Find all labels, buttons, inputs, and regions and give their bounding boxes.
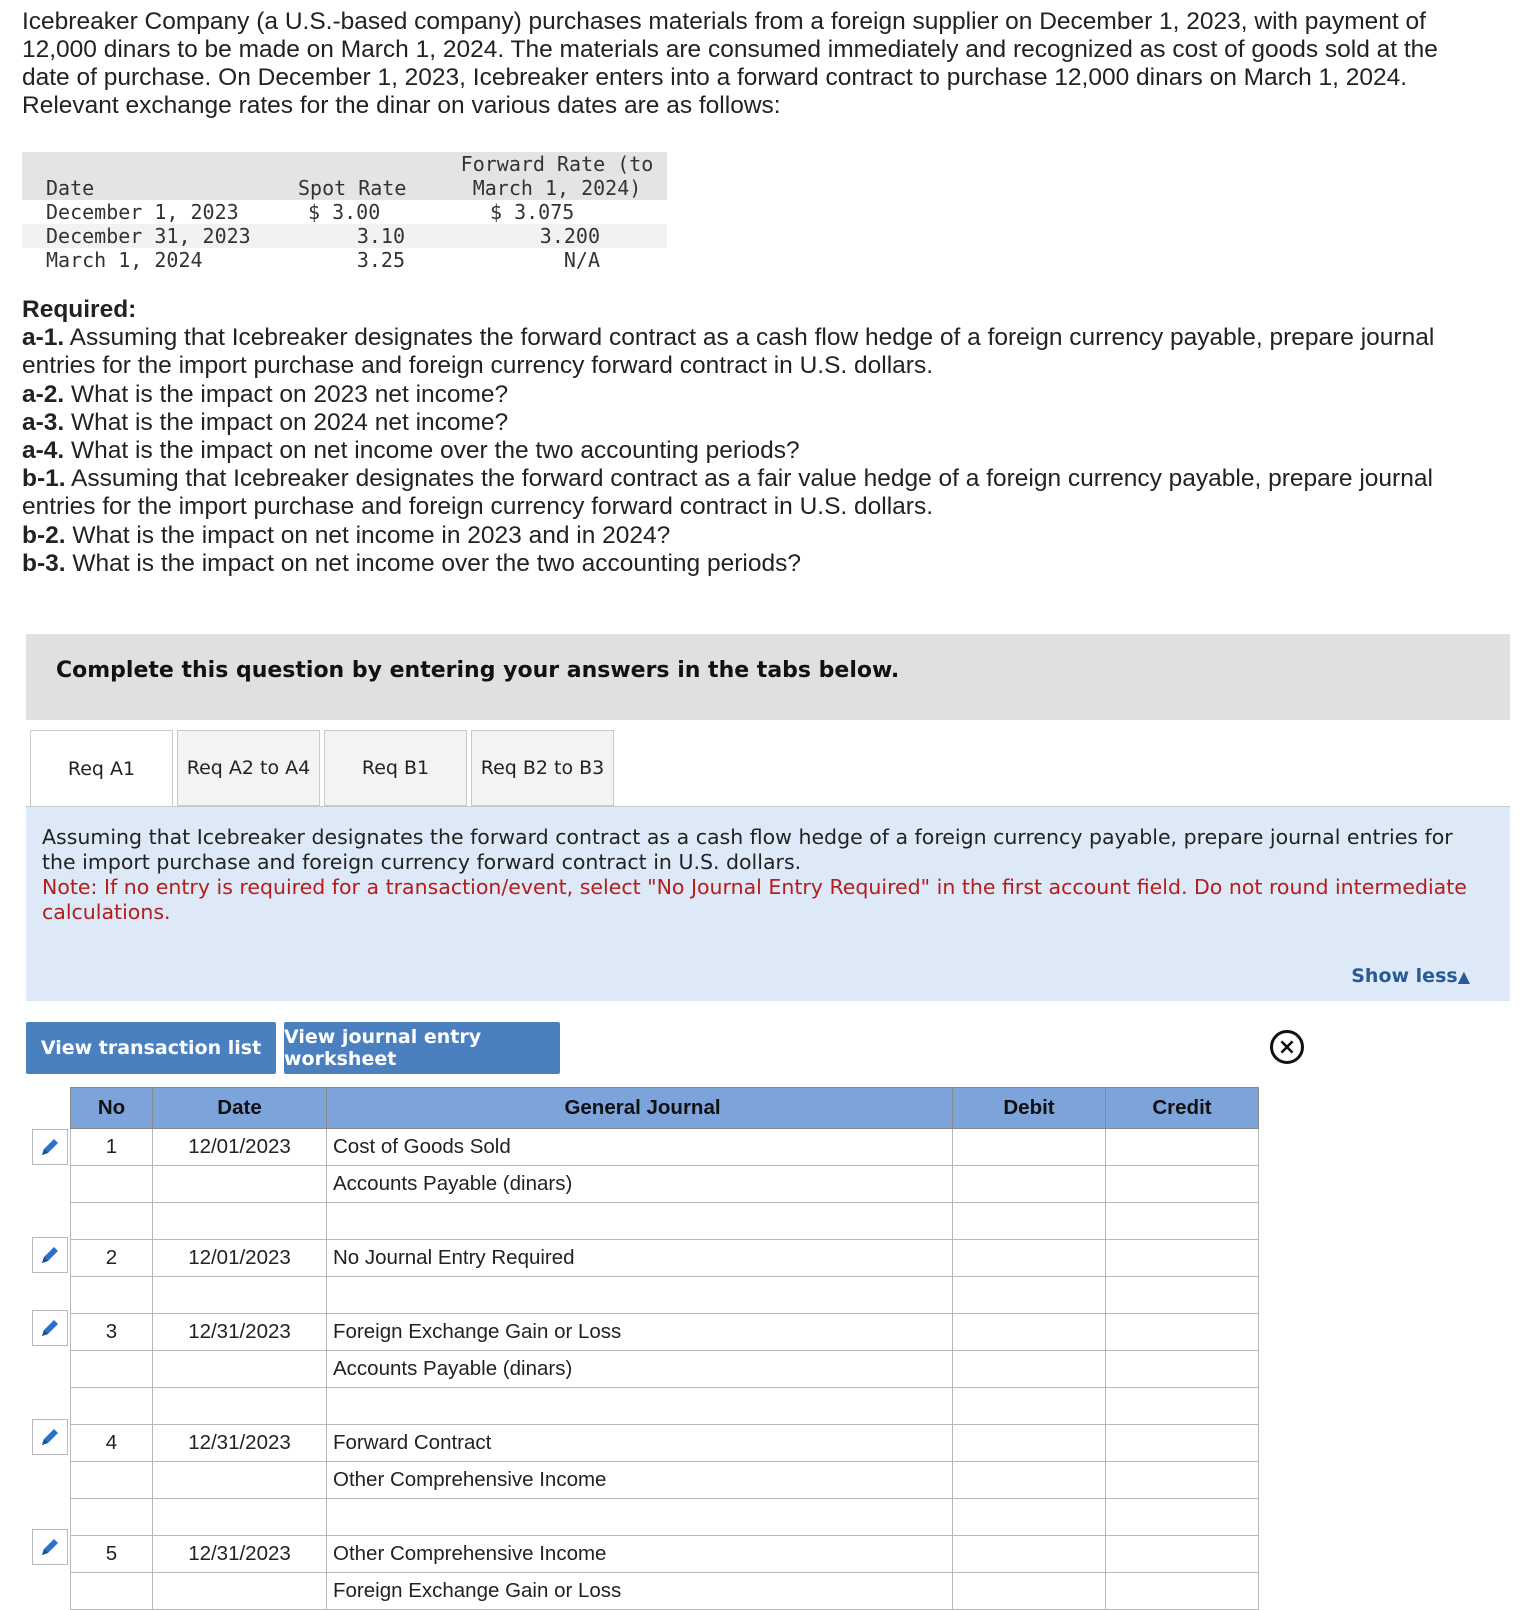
entry-date [153,1203,327,1240]
required-item-text: Assuming that Icebreaker designates the forward contract as a cash flow hedge of a foreign currency payable, prepare journal entries for the import purchase and foreign currency forward contract in U.S. dollars. [22,324,1435,380]
entry-account: Cost of Goods Sold [327,1129,953,1166]
edit-entry-3-pencil-icon[interactable] [32,1310,68,1346]
journal-row [71,1203,1259,1240]
tab-req-b1[interactable]: Req B1 [324,730,467,806]
journal-row [71,1351,1259,1388]
entry-no [71,1462,153,1499]
entry-credit [1106,1240,1259,1277]
entry-date: 12/31/2023 [153,1536,327,1573]
required-item-label: b-3. [22,549,66,577]
entry-date: 12/01/2023 [153,1129,327,1166]
entry-credit [1106,1536,1259,1573]
rates-header-row [22,152,667,200]
entry-no [71,1388,153,1425]
entry-debit [953,1240,1106,1277]
journal-row [71,1499,1259,1536]
rates-date: March 1, 2024 [46,248,203,272]
col-header-debit: Debit [953,1088,1106,1129]
journal-row [71,1573,1259,1610]
journal-row [71,1277,1259,1314]
entry-no: 3 [71,1314,153,1351]
required-item [22,409,1502,437]
required-item-text: What is the impact on net income over the two accounting periods? [64,437,800,465]
entry-account: Other Comprehensive Income [327,1536,953,1573]
rates-header-forward [447,152,667,200]
show-less-label: Show less [1351,965,1458,987]
problem-intro: Icebreaker Company (a U.S.-based company) purchases materials from a foreign supplier on December 1, 2023, with payment of 12,000 dinars to be made on March 1, 2024. The materials are consumed immediately and recognized as cost of goods sold at the date of purchase. On December 1, 2023, Icebreaker enters into a forward contract to purchase 12,000 dinars on March 1, 2024. Relevant exchange rates for the dinar on various dates are as follows: [22,8,1438,119]
required-item-text: What is the impact on 2023 net income? [64,380,509,408]
required-item [22,550,1502,578]
instructions-text [42,825,1492,925]
entry-date [153,1166,327,1203]
journal-row [71,1314,1259,1351]
required-item-text: What is the impact on net income in 2023 and in 2024? [65,521,671,549]
entry-date [153,1462,327,1499]
col-header-credit: Credit [1106,1088,1259,1129]
required-item [22,324,1502,380]
entry-account: Forward Contract [327,1425,953,1462]
rates-spot: 3.10 [356,224,405,248]
tab-req-b2-b3[interactable]: Req B2 to B3 [471,730,614,806]
rates-date: December 1, 2023 [46,200,239,224]
entry-date [153,1499,327,1536]
rates-header-date: Date [46,176,95,200]
entry-account: Other Comprehensive Income [327,1462,953,1499]
view-journal-entry-worksheet-button[interactable]: View journal entry worksheet [284,1022,560,1074]
entry-account [327,1203,953,1240]
journal-row [71,1536,1259,1573]
entry-credit [1106,1388,1259,1425]
col-header-general-journal: General Journal [327,1088,953,1129]
rates-forward: $ 3.075 [490,200,575,224]
required-item-text: What is the impact on 2024 net income? [64,408,509,436]
rates-forward: 3.200 [539,224,600,248]
required-item [22,522,1502,550]
required-item-label: a-2. [22,380,65,408]
entry-credit [1106,1129,1259,1166]
triangle-up-icon: ▲ [1457,967,1470,986]
journal-row [71,1129,1259,1166]
rates-header-forward-line1: Forward Rate (to [460,152,654,176]
required-item-text: What is the impact on net income over the two accounting periods? [65,549,801,577]
entry-debit [953,1166,1106,1203]
required-item [22,465,1502,521]
journal-row [71,1425,1259,1462]
required-title: Required: [22,296,137,323]
rates-spot: $ 3.00 [308,200,381,224]
required-item-label: a-3. [22,408,65,436]
rates-date: December 31, 2023 [46,224,251,248]
required-item-label: b-1. [22,465,66,493]
entry-date: 12/01/2023 [153,1240,327,1277]
tab-req-a1[interactable]: Req A1 [30,730,173,807]
close-icon[interactable]: × [1270,1030,1304,1064]
general-journal-table [70,1087,1259,1610]
required-item [22,437,1502,465]
entry-date: 12/31/2023 [153,1425,327,1462]
entry-account: Accounts Payable (dinars) [327,1351,953,1388]
entry-credit [1106,1499,1259,1536]
rates-forward: N/A [563,248,600,272]
entry-no [71,1203,153,1240]
entry-date [153,1573,327,1610]
entry-debit [953,1462,1106,1499]
col-header-no: No [71,1088,153,1129]
banner-text: Complete this question by entering your answers in the tabs below. [56,658,900,683]
entry-date [153,1351,327,1388]
required-item-text: Assuming that Icebreaker designates the forward contract as a fair value hedge of a foreign currency payable, prepare journal entries for the import purchase and foreign currency forward contract in U.S. dollars. [22,465,1433,521]
entry-credit [1106,1425,1259,1462]
entry-debit [953,1573,1106,1610]
instructions-body: Assuming that Icebreaker designates the forward contract as a cash flow hedge of a foreign currency payable, prepare journal entries for the import purchase and foreign currency forward contract in U.S. dollars. [42,825,1453,874]
entry-no: 4 [71,1425,153,1462]
exchange-rates-table [22,152,667,272]
entry-debit [953,1277,1106,1314]
required-section [22,296,1502,578]
entry-no: 2 [71,1240,153,1277]
edit-entry-4-pencil-icon[interactable] [32,1419,68,1455]
rates-row [22,248,667,272]
entry-no [71,1277,153,1314]
required-item-label: b-2. [22,521,66,549]
required-item-label: a-1. [22,324,65,352]
entry-credit [1106,1277,1259,1314]
edit-entry-5-pencil-icon[interactable] [32,1529,68,1565]
instructions-note: Note: If no entry is required for a transaction/event, select "No Journal Entry Required" in the first account field. Do not round intermediate calculations. [42,875,1467,924]
entry-debit [953,1536,1106,1573]
instruction-banner [26,634,1510,720]
rates-row [22,224,667,248]
col-header-date: Date [153,1088,327,1129]
show-less-link[interactable] [1351,965,1470,987]
edit-entry-1-pencil-icon[interactable] [32,1129,68,1165]
entry-debit [953,1388,1106,1425]
entry-debit [953,1314,1106,1351]
tab-req-a2-a4[interactable]: Req A2 to A4 [177,730,320,806]
entry-no [71,1351,153,1388]
entry-no [71,1166,153,1203]
rates-header-spot: Spot Rate [298,176,407,200]
instructions-panel [26,807,1510,1001]
entry-credit [1106,1203,1259,1240]
entry-no [71,1499,153,1536]
entry-no [71,1573,153,1610]
journal-row [71,1462,1259,1499]
view-transaction-list-button[interactable]: View transaction list [26,1022,276,1074]
entry-no: 5 [71,1536,153,1573]
required-item [22,381,1502,409]
entry-account: No Journal Entry Required [327,1240,953,1277]
entry-debit [953,1203,1106,1240]
entry-date [153,1388,327,1425]
required-item-label: a-4. [22,437,65,465]
entry-account [327,1499,953,1536]
rates-spot: 3.25 [356,248,405,272]
entry-account [327,1388,953,1425]
entry-no: 1 [71,1129,153,1166]
journal-row [71,1166,1259,1203]
journal-header-row [71,1088,1259,1129]
journal-row [71,1388,1259,1425]
entry-debit [953,1351,1106,1388]
entry-credit [1106,1166,1259,1203]
entry-date [153,1277,327,1314]
entry-credit [1106,1573,1259,1610]
entry-account: Foreign Exchange Gain or Loss [327,1573,953,1610]
entry-credit [1106,1314,1259,1351]
entry-credit [1106,1462,1259,1499]
entry-debit [953,1425,1106,1462]
edit-entry-2-pencil-icon[interactable] [32,1237,68,1273]
rates-row [22,200,667,224]
entry-account [327,1277,953,1314]
entry-debit [953,1129,1106,1166]
entry-date: 12/31/2023 [153,1314,327,1351]
entry-credit [1106,1351,1259,1388]
entry-account: Accounts Payable (dinars) [327,1166,953,1203]
journal-row [71,1240,1259,1277]
entry-account: Foreign Exchange Gain or Loss [327,1314,953,1351]
entry-debit [953,1499,1106,1536]
rates-header-forward-line2: March 1, 2024) [472,176,642,200]
